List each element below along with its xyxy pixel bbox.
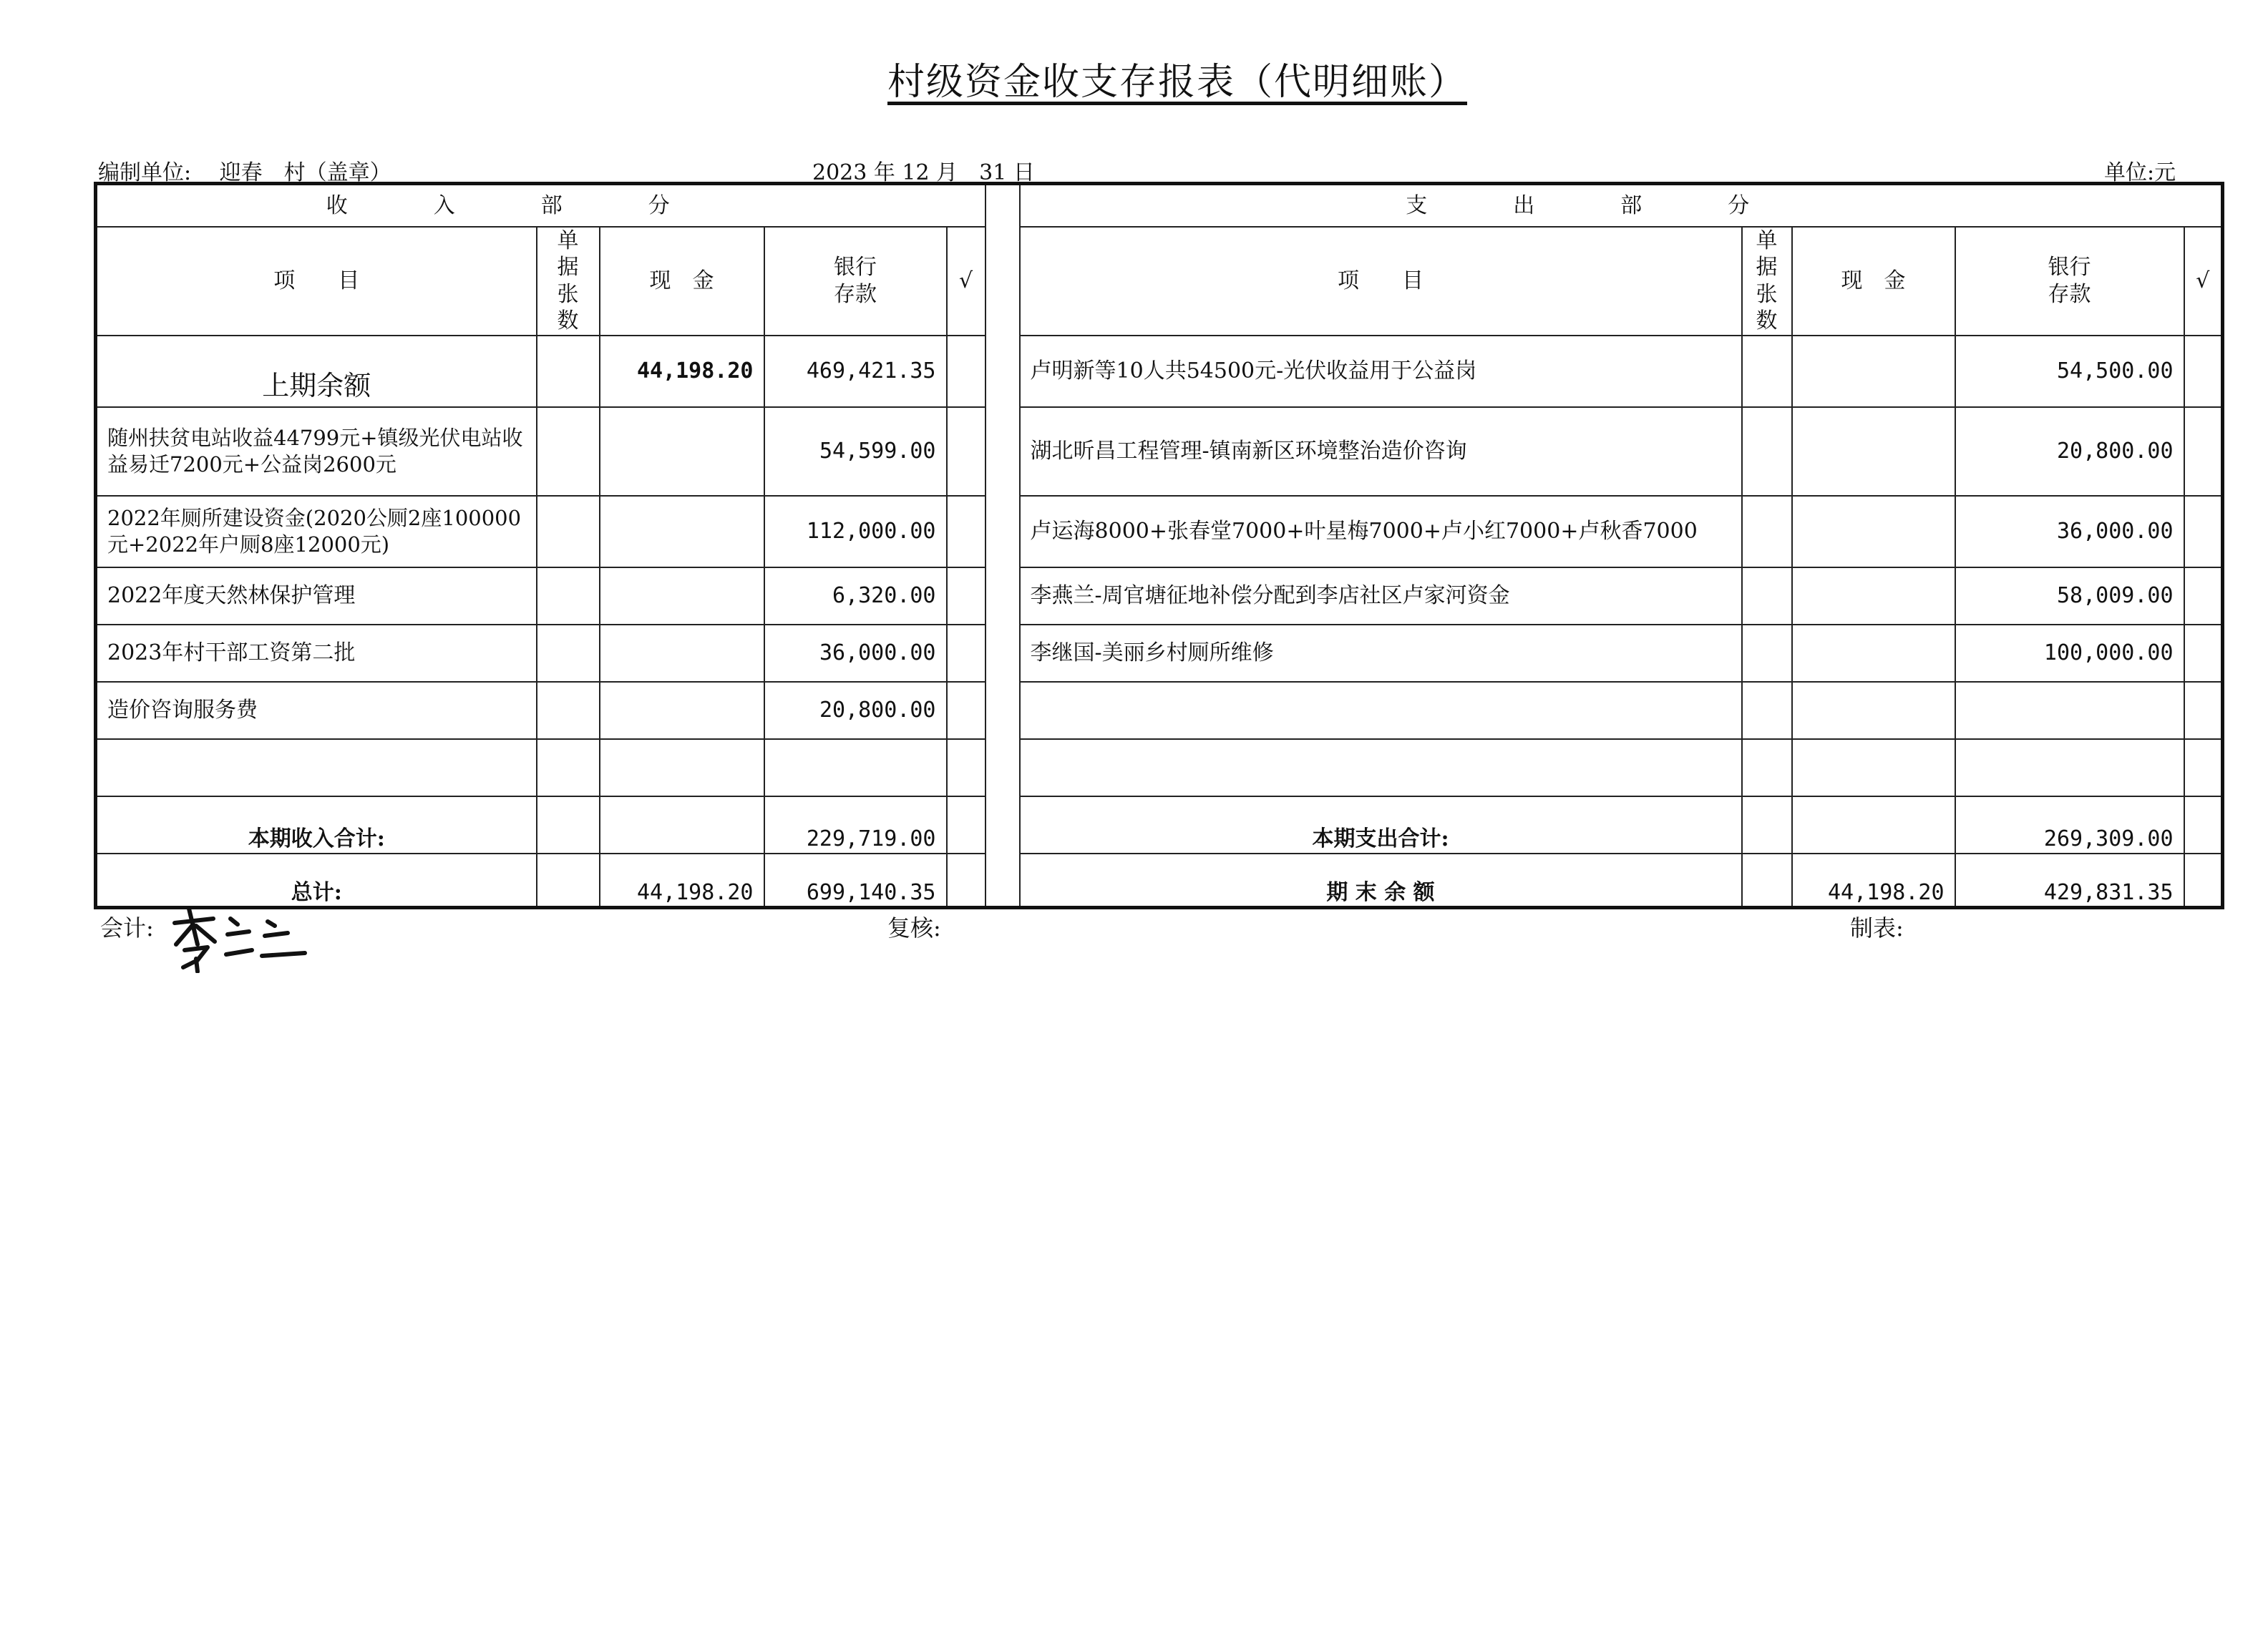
expense-item [1020, 682, 1742, 739]
income-bank: 6,320.00 [764, 567, 947, 625]
period-total-row [96, 796, 2223, 854]
expense-section-header: 支出部分 [1020, 184, 2223, 227]
income-vouchers-header: 单据 张数 [537, 227, 600, 336]
income-section-header: 收入部分 [96, 184, 985, 227]
income-vouchers [537, 496, 600, 567]
expense-bank [1955, 682, 2184, 739]
income-check [947, 496, 985, 567]
income-item: 上期余额 [96, 336, 537, 407]
table-row [96, 496, 2223, 567]
expense-total-cash [1792, 796, 1955, 854]
income-item: 造价咨询服务费 [96, 682, 537, 739]
table-row [96, 625, 2223, 682]
income-bank: 36,000.00 [764, 625, 947, 682]
income-item [96, 739, 537, 796]
expense-cash-header: 现 金 [1792, 227, 1955, 336]
income-total-cash [600, 796, 764, 854]
grand-total-label: 总计: [96, 854, 537, 908]
accountant-signature [169, 894, 312, 973]
table-row [96, 682, 2223, 739]
expense-item: 卢明新等10人共54500元-光伏收益用于公益岗 [1020, 336, 1742, 407]
expense-check-header: √ [2184, 227, 2223, 336]
unit-label: 编制单位: [98, 160, 192, 185]
column-header-row [96, 227, 2223, 336]
expense-vouchers [1742, 336, 1792, 407]
income-item: 2022年厕所建设资金(2020公厕2座100000元+2022年户厕8座12000元) [96, 496, 537, 567]
income-total-bank: 229,719.00 [764, 796, 947, 854]
expense-check [2184, 682, 2223, 739]
expense-cash [1792, 407, 1955, 496]
expense-check [2184, 567, 2223, 625]
income-cash [600, 739, 764, 796]
preparer-label: 制表: [1850, 914, 1904, 942]
ending-balance-check [2184, 854, 2223, 908]
table-row [96, 407, 2223, 496]
expense-total-vouchers [1742, 796, 1792, 854]
grand-total-check [947, 854, 985, 908]
expense-check [2184, 407, 2223, 496]
expense-cash [1792, 739, 1955, 796]
income-total-vouchers [537, 796, 600, 854]
expense-cash [1792, 567, 1955, 625]
grand-total-cash: 44,198.20 [600, 854, 764, 908]
income-total-label: 本期收入合计: [96, 796, 537, 854]
expense-vouchers [1742, 567, 1792, 625]
income-item: 2022年度天然林保护管理 [96, 567, 537, 625]
expense-vouchers [1742, 625, 1792, 682]
income-bank [764, 739, 947, 796]
expense-item-header: 项 目 [1020, 227, 1742, 336]
income-item-header: 项 目 [96, 227, 537, 336]
expense-check [2184, 336, 2223, 407]
income-bank: 469,421.35 [764, 336, 947, 407]
expense-check [2184, 739, 2223, 796]
income-cash [600, 407, 764, 496]
center-divider [985, 184, 1020, 908]
ending-balance-label: 期 末 余 额 [1020, 854, 1742, 908]
expense-vouchers [1742, 407, 1792, 496]
expense-vouchers [1742, 682, 1792, 739]
income-vouchers [537, 567, 600, 625]
income-vouchers [537, 625, 600, 682]
section-header-row [96, 184, 2223, 227]
income-check [947, 336, 985, 407]
expense-cash [1792, 496, 1955, 567]
expense-check [2184, 625, 2223, 682]
income-cash-header: 现 金 [600, 227, 764, 336]
ending-balance-vouchers [1742, 854, 1792, 908]
accountant-label: 会计: [100, 914, 154, 942]
income-bank: 20,800.00 [764, 682, 947, 739]
income-check [947, 682, 985, 739]
reviewer-label: 复核: [887, 914, 941, 942]
expense-bank: 58,009.00 [1955, 567, 2184, 625]
expense-bank: 20,800.00 [1955, 407, 2184, 496]
expense-cash [1792, 625, 1955, 682]
income-cash: 44,198.20 [600, 336, 764, 407]
income-check [947, 407, 985, 496]
expense-vouchers-header: 单据 张数 [1742, 227, 1792, 336]
report-title: 村级资金收支存报表（代明细账） [887, 61, 1468, 104]
income-check [947, 567, 985, 625]
income-vouchers [537, 407, 600, 496]
expense-item [1020, 739, 1742, 796]
expense-item: 卢运海8000+张春堂7000+叶星梅7000+卢小红7000+卢秋香7000 [1020, 496, 1742, 567]
expense-item: 湖北昕昌工程管理-镇南新区环境整治造价咨询 [1020, 407, 1742, 496]
income-bank: 112,000.00 [764, 496, 947, 567]
expense-cash [1792, 336, 1955, 407]
income-bank-header: 银行 存款 [764, 227, 947, 336]
income-cash [600, 567, 764, 625]
income-check [947, 625, 985, 682]
expense-check [2184, 496, 2223, 567]
expense-total-bank: 269,309.00 [1955, 796, 2184, 854]
expense-bank: 100,000.00 [1955, 625, 2184, 682]
table-row [96, 567, 2223, 625]
income-check [947, 739, 985, 796]
table-row [96, 336, 2223, 407]
grand-total-bank: 699,140.35 [764, 854, 947, 908]
table-row [96, 739, 2223, 796]
ending-balance-cash: 44,198.20 [1792, 854, 1955, 908]
report-date: 2023 年 12 月 31 日 [812, 160, 1035, 185]
income-total-check [947, 796, 985, 854]
expense-cash [1792, 682, 1955, 739]
income-vouchers [537, 336, 600, 407]
grand-total-vouchers [537, 854, 600, 908]
currency-unit: 单位:元 [2104, 160, 2176, 185]
unit-name: 迎春 村（盖章） [219, 160, 391, 185]
expense-bank [1955, 739, 2184, 796]
income-item: 2023年村干部工资第二批 [96, 625, 537, 682]
expense-total-check [2184, 796, 2223, 854]
income-cash [600, 682, 764, 739]
income-vouchers [537, 739, 600, 796]
ending-balance-bank: 429,831.35 [1955, 854, 2184, 908]
expense-bank-header: 银行 存款 [1955, 227, 2184, 336]
expense-item: 李继国-美丽乡村厕所维修 [1020, 625, 1742, 682]
expense-bank: 36,000.00 [1955, 496, 2184, 567]
income-vouchers [537, 682, 600, 739]
expense-vouchers [1742, 739, 1792, 796]
ledger-table [94, 182, 2224, 909]
income-check-header: √ [947, 227, 985, 336]
grand-total-row [96, 854, 2223, 908]
income-bank: 54,599.00 [764, 407, 947, 496]
income-item: 随州扶贫电站收益44799元+镇级光伏电站收益易迁7200元+公益岗2600元 [96, 407, 537, 496]
expense-item: 李燕兰-周官塘征地补偿分配到李店社区卢家河资金 [1020, 567, 1742, 625]
expense-bank: 54,500.00 [1955, 336, 2184, 407]
expense-total-label: 本期支出合计: [1020, 796, 1742, 854]
income-cash [600, 625, 764, 682]
income-cash [600, 496, 764, 567]
expense-vouchers [1742, 496, 1792, 567]
